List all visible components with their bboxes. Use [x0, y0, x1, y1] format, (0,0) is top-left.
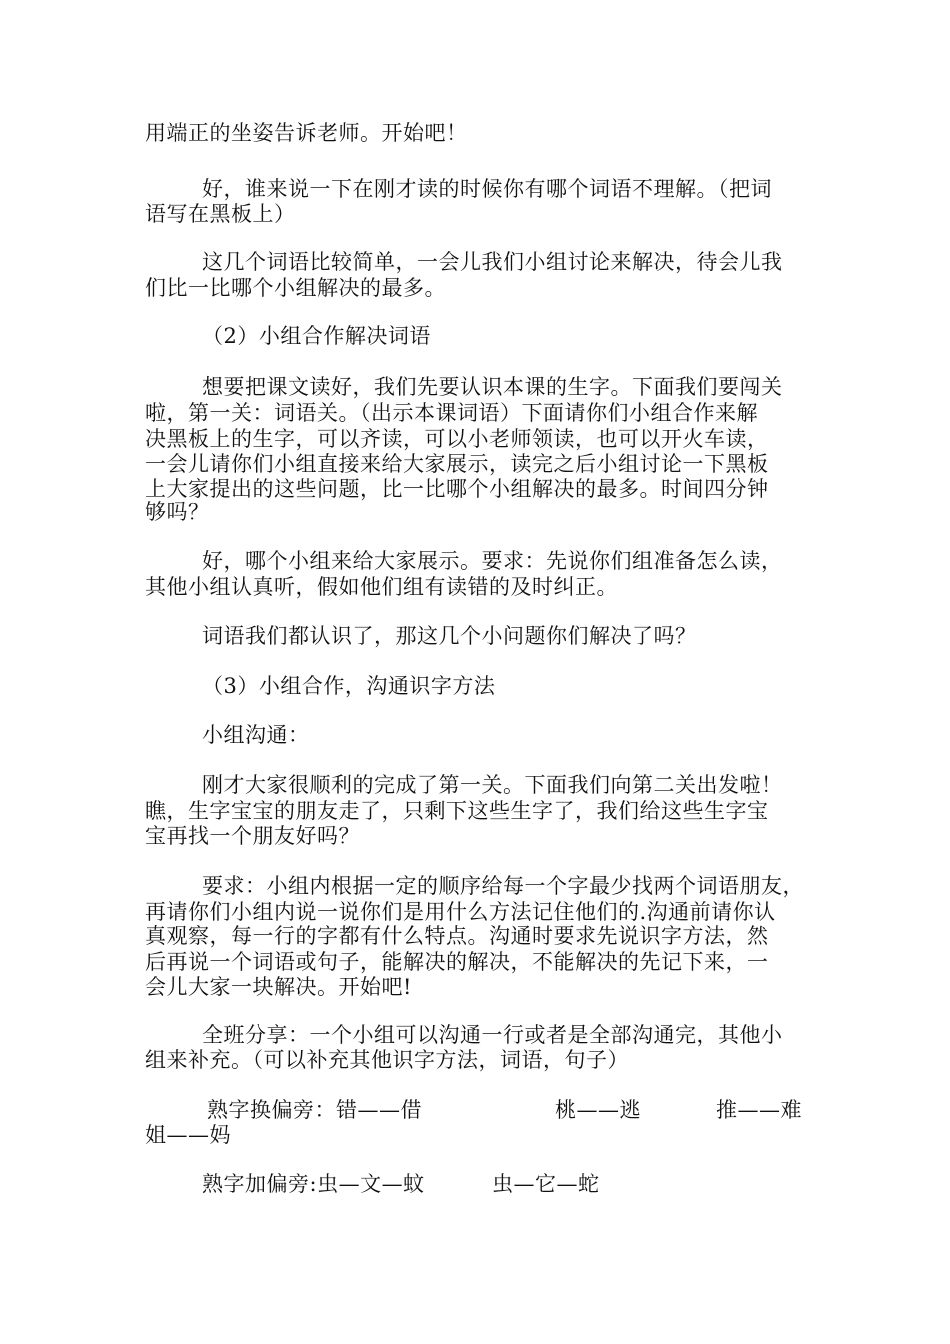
text-line: 瞧，生字宝宝的朋友走了，只剩下这些生字了，我们给这些生字宝 — [145, 799, 769, 823]
text-line: 好，哪个小组来给大家展示。要求：先说你们组准备怎么读， — [202, 549, 783, 573]
text-line: 这几个词语比较简单，一会儿我们小组讨论来解决，待会儿我 — [202, 250, 783, 274]
section-heading: （3）小组合作，沟通识字方法 — [202, 674, 496, 698]
text-line: 啦，第一关：词语关。（出示本课词语）下面请你们小组合作来解 — [145, 401, 758, 425]
text-line: 用端正的坐姿告诉老师。开始吧！ — [145, 121, 468, 145]
text-line: 推——难 — [716, 1098, 802, 1122]
text-line: 后再说一个词语或句子，能解决的解决，不能解决的先记下来，一 — [145, 950, 769, 974]
text-line: 一会儿请你们小组直接来给大家展示，读完之后小组讨论一下黑板 — [145, 452, 769, 476]
text-line: 要求：小组内根据一定的顺序给每一个字最少找两个词语朋友， — [202, 874, 804, 898]
text-line: 决黑板上的生字，可以齐读，可以小老师领读，也可以开火车读， — [145, 427, 769, 451]
text-line: 桃——逃 — [555, 1098, 641, 1122]
text-line: 虫—它—蛇 — [492, 1172, 600, 1196]
text-line: 刚才大家很顺利的完成了第一关。下面我们向第二关出发啦！ — [202, 773, 783, 797]
section-heading: （2）小组合作解决词语 — [202, 324, 431, 348]
text-line: 其他小组认真听，假如他们组有读错的及时纠正。 — [145, 575, 618, 599]
text-line: 熟字加偏旁:虫—文—蚊 — [202, 1172, 425, 1196]
text-line: 好，谁来说一下在刚才读的时候你有哪个词语不理解。（把词 — [202, 177, 772, 201]
text-line: 们比一比哪个小组解决的最多。 — [145, 276, 446, 300]
text-line: 语写在黑板上） — [145, 202, 296, 226]
text-line: 词语我们都认识了，那这几个小问题你们解决了吗？ — [202, 624, 697, 648]
text-line: 小组沟通： — [202, 723, 310, 747]
text-line: 再请你们小组内说一说你们是用什么方法记住他们的.沟通前请你认 — [145, 900, 776, 924]
text-line: 会儿大家一块解决。开始吧! — [145, 975, 412, 999]
text-line: 想要把课文读好，我们先要认识本课的生字。下面我们要闯关 — [202, 375, 783, 399]
text-line: 真观察，每一行的字都有什么特点。沟通时要求先说识字方法，然 — [145, 924, 769, 948]
text-line: 熟字换偏旁：错——借 — [207, 1098, 422, 1122]
text-line: 够吗？ — [145, 500, 210, 524]
text-line: 上大家提出的这些问题，比一比哪个小组解决的最多。时间四分钟 — [145, 477, 769, 501]
text-line: 姐——妈 — [145, 1123, 231, 1147]
text-line: 全班分享：一个小组可以沟通一行或者是全部沟通完，其他小 — [202, 1023, 783, 1047]
text-line: 宝再找一个朋友好吗？ — [145, 824, 360, 848]
text-line: 组来补充。（可以补充其他识字方法，词语，句子） — [145, 1048, 629, 1072]
